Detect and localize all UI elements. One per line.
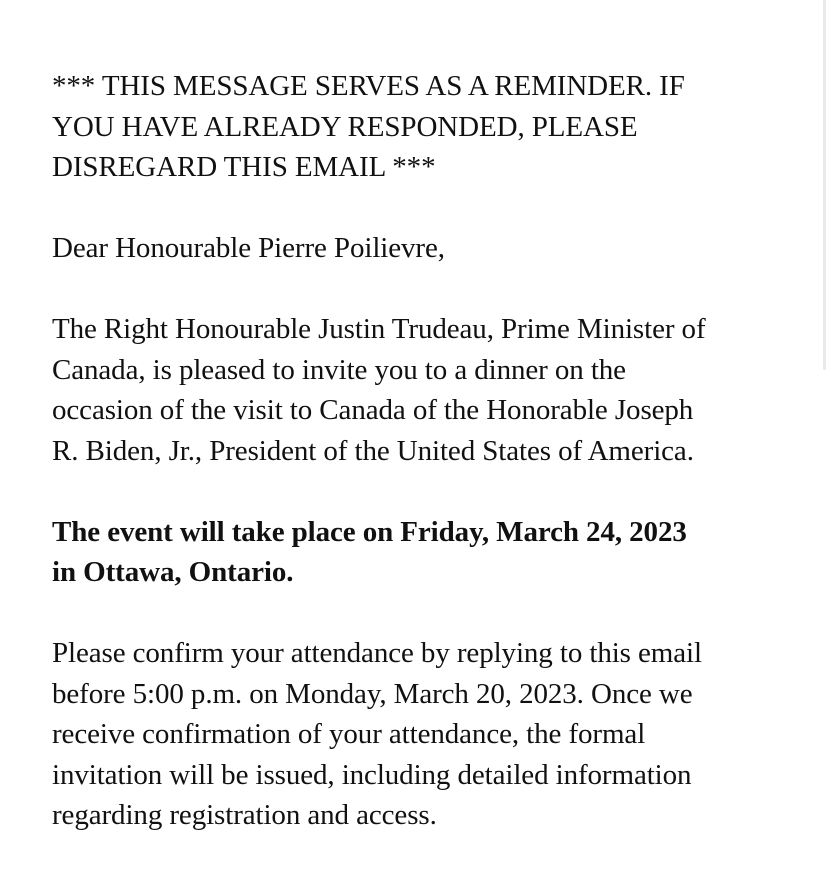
invitation-line: Canada, is pleased to invite you to a dinner on the xyxy=(52,353,626,386)
reminder-line: *** THIS MESSAGE SERVES AS A REMINDER. IF xyxy=(52,70,685,102)
confirmation-line: Please confirm your attendance by replying to this email xyxy=(52,637,702,669)
confirmation-line: before 5:00 p.m. on Monday, March 20, 2023. Once we xyxy=(52,677,693,710)
invitation-paragraph xyxy=(52,309,792,471)
confirmation-line: invitation will be issued, including detailed information xyxy=(52,758,692,791)
event-line: in Ottawa, Ontario. xyxy=(52,556,294,588)
greeting-text: Dear Honourable Pierre Poilievre, xyxy=(52,232,445,264)
email-body xyxy=(52,66,792,876)
confirmation-paragraph xyxy=(52,633,792,836)
invitation-line: The Right Honourable Justin Trudeau, Prime Minister of xyxy=(52,313,706,345)
event-details xyxy=(52,512,792,593)
confirmation-line: receive confirmation of your attendance, the formal xyxy=(52,718,646,750)
event-line: The event will take place on Friday, March 24, 2023 xyxy=(52,515,687,548)
confirmation-line: regarding registration and access. xyxy=(52,799,437,831)
greeting xyxy=(52,228,792,269)
invitation-line: R. Biden, Jr., President of the United States of America. xyxy=(52,434,694,467)
invitation-line: occasion of the visit to Canada of the Honorable Joseph xyxy=(52,394,694,426)
scrollbar[interactable] xyxy=(823,0,826,370)
reminder-line: DISREGARD THIS EMAIL *** xyxy=(52,151,436,183)
reminder-notice xyxy=(52,66,792,188)
reminder-line: YOU HAVE ALREADY RESPONDED, PLEASE xyxy=(52,110,638,143)
